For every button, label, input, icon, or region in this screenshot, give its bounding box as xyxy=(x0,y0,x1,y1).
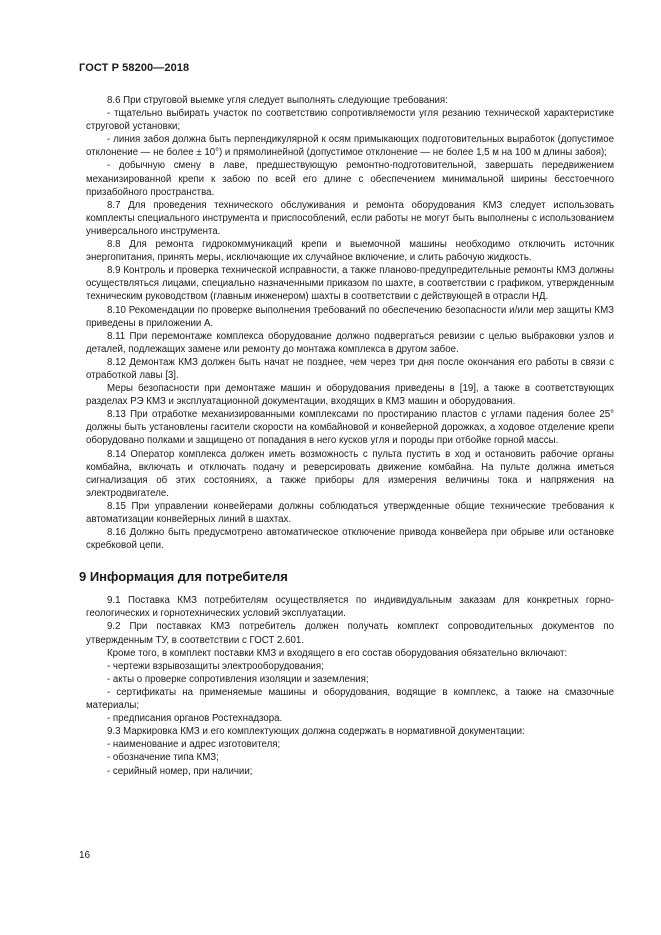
section-heading: 9 Информация для потребителя xyxy=(79,569,288,585)
paragraph-9-1: 9.1 Поставка КМЗ потребителям осуществляется по индивидуальным заказам для конкретных горно-геологических и горнотехнических условий эксплуатации. xyxy=(86,595,614,620)
list-item: - линия забоя должна быть перпендикулярной к осям примыкающих подготовительных выработок (допустимое отклонение — не более ± 10°) и прямолинейной (допустимое отклонение — не более 1,5 м на 100 м длины забоя); xyxy=(86,134,614,159)
paragraph-9-2: 9.2 При поставках КМЗ потребитель должен получать комплект сопроводительных документов по утвержденным ТУ, в соответствии с ГОСТ 2.601. xyxy=(86,621,614,646)
paragraph-9-3: 9.3 Маркировка КМЗ и его комплектующих должна содержать в нормативной документации: xyxy=(107,726,525,738)
list-item: - акты о проверке сопротивления изоляции и заземления; xyxy=(107,673,369,685)
paragraph-8-15: 8.15 При управлении конвейерами должны соблюдаться утвержденные общие технические требования к автоматизации конвейерных линий в шахтах. xyxy=(86,500,614,525)
paragraph-8-13: 8.13 При отработке механизированными комплексами по простиранию пластов с углами падения более 25° должны быть установлены гасители скорости на комбайновой и конвейерной дорожках, а ходовое отделение крепи оборудовано полками и защищено от попадания в него кусков угля и породы при отбойке горной массы. xyxy=(86,409,614,447)
paragraph-additional: Кроме того, в комплект поставки КМЗ и входящего в его состав оборудования обязательно включают: xyxy=(107,647,568,659)
list-item: - добычную смену в лаве, предшествующую ремонтно-подготовительной, завершать передвижением механизированной крепи к забою по всей его длине с обеспечением минимальной ширины бесстоечного призабойного пространства. xyxy=(86,160,614,198)
paragraph-8-9: 8.9 Контроль и проверка технической исправности, а также планово-предупредительные ремонты КМЗ должны осуществляться лицами, специально назначенными приказом по шахте, в соответствии с графиком, утвержденным техническим руководством (главным инженером) шахты в соответствии с действующей в отрасли НД. xyxy=(86,265,614,303)
document-body xyxy=(79,94,614,778)
paragraph-8-11: 8.11 При перемонтаже комплекса оборудование должно подвергаться ревизии с целью выбраковки узлов и деталей, подлежащих замене или ремонту до монтажа комплекса в другом забое. xyxy=(86,330,614,355)
list-item: - серийный номер, при наличии; xyxy=(107,765,253,777)
paragraph-8-12: 8.12 Демонтаж КМЗ должен быть начат не позднее, чем через три дня после окончания его работы в связи с отработкой лавы [3]. xyxy=(86,356,614,381)
list-item: - чертежи взрывозащиты электрооборудования; xyxy=(107,660,324,672)
paragraph-8-8: 8.8 Для ремонта гидрокоммуникаций крепи и выемочной машины необходимо отключить источник энергопитания, принять меры, исключающие их случайное включение, и слить рабочую жидкость. xyxy=(86,239,614,264)
paragraph-8-16: 8.16 Должно быть предусмотрено автоматическое отключение привода конвейера при обрыве или остановке скребковой цепи. xyxy=(86,527,614,552)
paragraph-8-7: 8.7 Для проведения технического обслуживания и ремонта оборудования КМЗ следует использовать комплекты специального инструмента и приспособлений, если работы не могут быть выполнены с использованием универсального инструмента. xyxy=(86,199,614,237)
paragraph-safety-measures: Меры безопасности при демонтаже машин и оборудования приведены в [19], а также в соответствующих разделах РЭ КМЗ и эксплуатационной документации, входящих в КМЗ машин и оборудования. xyxy=(86,383,614,408)
paragraph-8-6: 8.6 При струговой выемке угля следует выполнять следующие требования: xyxy=(107,95,448,106)
list-item: - обозначение типа КМЗ; xyxy=(107,752,219,764)
paragraph-8-14: 8.14 Оператор комплекса должен иметь возможность с пульта пустить в ход и остановить рабочие органы комбайна, включать и отключать подачу и реверсировать движение комбайна. На пульте должна иметься сигнализация об этих состояниях, а также приборы для измерения величины тока и напряжения на электродвигателе. xyxy=(86,448,614,499)
list-item: - наименование и адрес изготовителя; xyxy=(107,739,281,751)
document-header: ГОСТ Р 58200—2018 xyxy=(79,62,190,74)
list-item: - сертификаты на применяемые машины и оборудования, водящие в комплекс, а также на смазочные материалы; xyxy=(86,686,614,712)
list-item: - предписания органов Ростехнадзора. xyxy=(107,713,283,725)
paragraph-8-10: 8.10 Рекомендации по проверке выполнения требований по обеспечению безопасности и/или мер защиты КМЗ приведены в приложении А. xyxy=(86,304,614,329)
list-item: - тщательно выбирать участок по соответствию сопротивляемости угля резанию технической характеристике струговой установки; xyxy=(86,108,614,133)
page-number: 16 xyxy=(79,850,91,861)
